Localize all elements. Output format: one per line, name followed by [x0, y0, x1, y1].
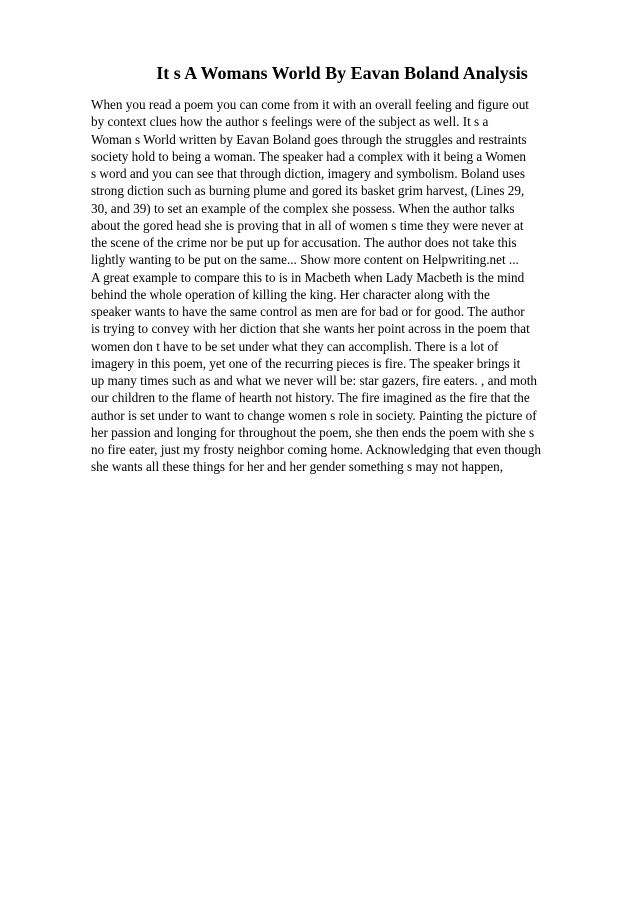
- document-body: [91, 96, 601, 476]
- body-line: speaker wants to have the same control as men are for bad or for good. The author: [91, 304, 525, 319]
- body-line: author is set under to want to change women s role in society. Painting the picture of: [91, 407, 537, 423]
- body-line: is trying to convey with her diction that she wants her point across in the poem that: [91, 321, 530, 337]
- body-line: When you read a poem you can come from it with an overall feeling and figure out: [91, 97, 529, 112]
- body-line: she wants all these things for her and her gender something s may not happen,: [91, 459, 504, 475]
- body-line: imagery in this poem, yet one of the recurring pieces is fire. The speaker brings it: [91, 355, 521, 371]
- body-line: strong diction such as burning plume and gored its basket grim harvest, (Lines 29,: [91, 183, 525, 199]
- body-line: by context clues how the author s feelings were of the subject as well. It s a: [91, 114, 489, 130]
- body-line: 30, and 39) to set an example of the complex she possess. When the author talks: [91, 200, 515, 216]
- body-line: our children to the flame of hearth not history. The fire imagined as the fire that the: [91, 390, 530, 406]
- body-line: behind the whole operation of killing the king. Her character along with the: [91, 286, 490, 302]
- body-line: up many times such as and what we never will be: star gazers, fire eaters. , and moth: [91, 373, 538, 388]
- body-line: society hold to being a woman. The speaker had a complex with it being a Women: [91, 148, 526, 164]
- body-line: her passion and longing for throughout the poem, she then ends the poem with she s: [91, 424, 535, 440]
- document-title: It s A Womans World By Eavan Boland Analysis: [156, 63, 528, 83]
- body-line: Woman s World written by Eavan Boland goes through the struggles and restraints: [91, 131, 527, 147]
- body-line: A great example to compare this to is in Macbeth when Lady Macbeth is the mind: [91, 269, 525, 285]
- body-line: women don t have to be set under what they can accomplish. There is a lot of: [91, 338, 499, 354]
- body-line: about the gored head she is proving that in all of women s time they were never at: [91, 217, 524, 233]
- body-line: lightly wanting to be put on the same... Show more content on Helpwriting.net ...: [91, 252, 519, 268]
- body-line: the scene of the crime nor be put up for accusation. The author does not take this: [91, 235, 517, 250]
- body-line: no fire eater, just my frosty neighbor coming home. Acknowledging that even though: [91, 442, 541, 457]
- body-line: s word and you can see that through diction, imagery and symbolism. Boland uses: [91, 166, 526, 181]
